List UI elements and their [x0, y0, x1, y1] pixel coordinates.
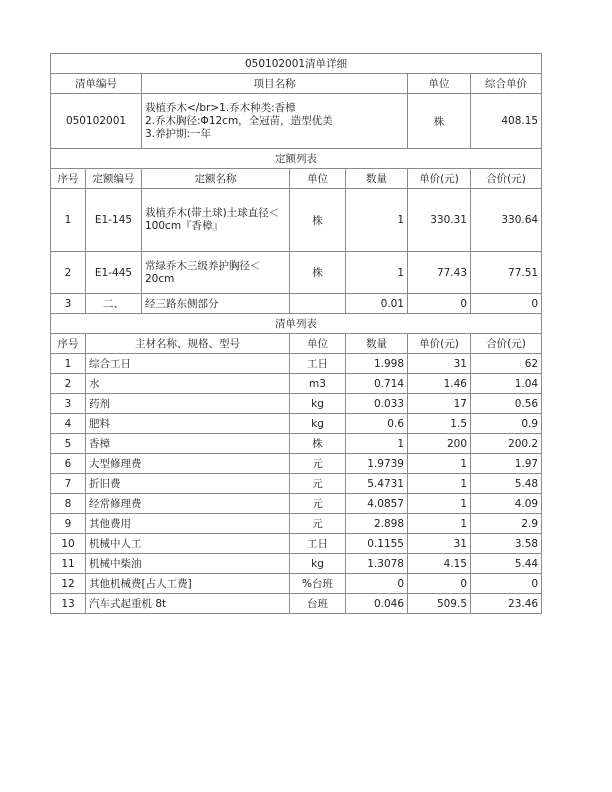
material-row — [51, 494, 542, 514]
material-row — [51, 554, 542, 574]
material-price: 509.5 — [408, 594, 471, 614]
material-no: 5 — [51, 434, 86, 454]
material-price: 1.46 — [408, 374, 471, 394]
material-total: 5.44 — [471, 554, 542, 574]
material-unit: %台班 — [290, 574, 346, 594]
material-qty: 0.033 — [346, 394, 408, 414]
quota-header: 定额名称 — [142, 169, 290, 189]
material-unit: 元 — [290, 474, 346, 494]
material-price: 31 — [408, 354, 471, 374]
material-qty: 0.1155 — [346, 534, 408, 554]
quota-name: 常绿乔木三级养护胸径＜20cm — [142, 252, 290, 294]
item-price: 408.15 — [471, 94, 542, 149]
material-qty: 5.4731 — [346, 474, 408, 494]
materials-section-title: 清单列表 — [51, 314, 542, 334]
material-name: 汽车式起重机 8t — [86, 594, 290, 614]
quota-total: 330.64 — [471, 189, 542, 252]
quota-qty: 1 — [346, 252, 408, 294]
material-no: 10 — [51, 534, 86, 554]
material-qty: 1.998 — [346, 354, 408, 374]
quota-row — [51, 252, 542, 294]
material-qty: 2.898 — [346, 514, 408, 534]
material-price: 1 — [408, 474, 471, 494]
material-total: 200.2 — [471, 434, 542, 454]
quota-no: 1 — [51, 189, 86, 252]
material-price: 1 — [408, 514, 471, 534]
material-price: 4.15 — [408, 554, 471, 574]
material-no: 12 — [51, 574, 86, 594]
quota-header: 单位 — [290, 169, 346, 189]
materials-header: 单价(元) — [408, 334, 471, 354]
material-total: 0.56 — [471, 394, 542, 414]
materials-header: 主材名称、规格、型号 — [86, 334, 290, 354]
material-no: 13 — [51, 594, 86, 614]
quota-total: 77.51 — [471, 252, 542, 294]
material-name: 药剂 — [86, 394, 290, 414]
quota-code: 二、 — [86, 294, 142, 314]
material-row — [51, 414, 542, 434]
material-row — [51, 514, 542, 534]
material-unit: 元 — [290, 514, 346, 534]
material-name: 水 — [86, 374, 290, 394]
material-total: 23.46 — [471, 594, 542, 614]
item-unit: 株 — [408, 94, 471, 149]
quota-header-row — [51, 169, 542, 189]
material-price: 17 — [408, 394, 471, 414]
quota-header: 单价(元) — [408, 169, 471, 189]
material-qty: 0.046 — [346, 594, 408, 614]
material-no: 9 — [51, 514, 86, 534]
material-price: 1 — [408, 454, 471, 474]
material-price: 0 — [408, 574, 471, 594]
material-qty: 0 — [346, 574, 408, 594]
material-unit: 台班 — [290, 594, 346, 614]
material-qty: 0.6 — [346, 414, 408, 434]
quota-code: E1-145 — [86, 189, 142, 252]
quota-unit: 株 — [290, 189, 346, 252]
material-price: 31 — [408, 534, 471, 554]
material-no: 1 — [51, 354, 86, 374]
quota-qty: 1 — [346, 189, 408, 252]
item-desc-line: 2.乔木胸径:Φ12cm，全冠苗，造型优美 — [145, 114, 333, 127]
material-total: 5.48 — [471, 474, 542, 494]
quota-header: 定额编号 — [86, 169, 142, 189]
material-no: 7 — [51, 474, 86, 494]
item-desc-line: 3.养护期:一年 — [145, 127, 212, 140]
material-name: 其他机械费[占人工费] — [86, 574, 290, 594]
quota-code: E1-445 — [86, 252, 142, 294]
material-row — [51, 354, 542, 374]
material-no: 3 — [51, 394, 86, 414]
item-code: 050102001 — [51, 94, 142, 149]
quota-header: 数量 — [346, 169, 408, 189]
material-no: 2 — [51, 374, 86, 394]
quota-unit — [290, 294, 346, 314]
material-total: 0.9 — [471, 414, 542, 434]
material-row — [51, 394, 542, 414]
quota-header: 合价(元) — [471, 169, 542, 189]
material-name: 经常修理费 — [86, 494, 290, 514]
material-row — [51, 534, 542, 554]
material-unit: m3 — [290, 374, 346, 394]
material-no: 4 — [51, 414, 86, 434]
quota-header: 序号 — [51, 169, 86, 189]
material-name: 肥料 — [86, 414, 290, 434]
bill-detail-table — [50, 53, 542, 614]
material-no: 6 — [51, 454, 86, 474]
materials-header-row — [51, 334, 542, 354]
material-price: 200 — [408, 434, 471, 454]
material-name: 大型修理费 — [86, 454, 290, 474]
quota-price: 0 — [408, 294, 471, 314]
material-row — [51, 454, 542, 474]
quota-name: 栽植乔木(带土球)土球直径＜100cm『香樟』 — [142, 189, 290, 252]
quota-qty: 0.01 — [346, 294, 408, 314]
quota-name: 经三路东侧部分 — [142, 294, 290, 314]
quota-no: 3 — [51, 294, 86, 314]
material-unit: kg — [290, 414, 346, 434]
material-name: 机械中柴油 — [86, 554, 290, 574]
material-name: 香樟 — [86, 434, 290, 454]
material-total: 0 — [471, 574, 542, 594]
material-unit: kg — [290, 554, 346, 574]
material-total: 1.97 — [471, 454, 542, 474]
materials-header: 数量 — [346, 334, 408, 354]
material-unit: 元 — [290, 454, 346, 474]
material-no: 11 — [51, 554, 86, 574]
material-total: 2.9 — [471, 514, 542, 534]
header-unit: 单位 — [408, 74, 471, 94]
quota-unit: 株 — [290, 252, 346, 294]
materials-header: 序号 — [51, 334, 86, 354]
material-name: 折旧费 — [86, 474, 290, 494]
table-title: 050102001清单详细 — [51, 54, 542, 74]
material-row — [51, 574, 542, 594]
quota-row — [51, 294, 542, 314]
item-description — [142, 94, 408, 149]
header-name: 项目名称 — [142, 74, 408, 94]
material-qty: 1.9739 — [346, 454, 408, 474]
material-row — [51, 374, 542, 394]
material-total: 62 — [471, 354, 542, 374]
material-row — [51, 594, 542, 614]
material-price: 1.5 — [408, 414, 471, 434]
material-row — [51, 434, 542, 454]
materials-header: 合价(元) — [471, 334, 542, 354]
quota-price: 330.31 — [408, 189, 471, 252]
quota-price: 77.43 — [408, 252, 471, 294]
header-code: 清单编号 — [51, 74, 142, 94]
material-name: 机械中人工 — [86, 534, 290, 554]
header-price: 综合单价 — [471, 74, 542, 94]
materials-header: 单位 — [290, 334, 346, 354]
material-name: 综合工日 — [86, 354, 290, 374]
material-price: 1 — [408, 494, 471, 514]
material-total: 1.04 — [471, 374, 542, 394]
quota-row — [51, 189, 542, 252]
material-unit: 株 — [290, 434, 346, 454]
material-qty: 0.714 — [346, 374, 408, 394]
material-unit: 元 — [290, 494, 346, 514]
quota-no: 2 — [51, 252, 86, 294]
material-unit: 工日 — [290, 534, 346, 554]
material-no: 8 — [51, 494, 86, 514]
quota-section-title: 定额列表 — [51, 149, 542, 169]
material-unit: 工日 — [290, 354, 346, 374]
item-desc-line: 栽植乔木</br>1.乔木种类:香樟 — [145, 101, 296, 114]
material-total: 3.58 — [471, 534, 542, 554]
material-unit: kg — [290, 394, 346, 414]
material-qty: 1.3078 — [346, 554, 408, 574]
material-qty: 1 — [346, 434, 408, 454]
material-total: 4.09 — [471, 494, 542, 514]
material-name: 其他费用 — [86, 514, 290, 534]
material-row — [51, 474, 542, 494]
quota-total: 0 — [471, 294, 542, 314]
material-qty: 4.0857 — [346, 494, 408, 514]
